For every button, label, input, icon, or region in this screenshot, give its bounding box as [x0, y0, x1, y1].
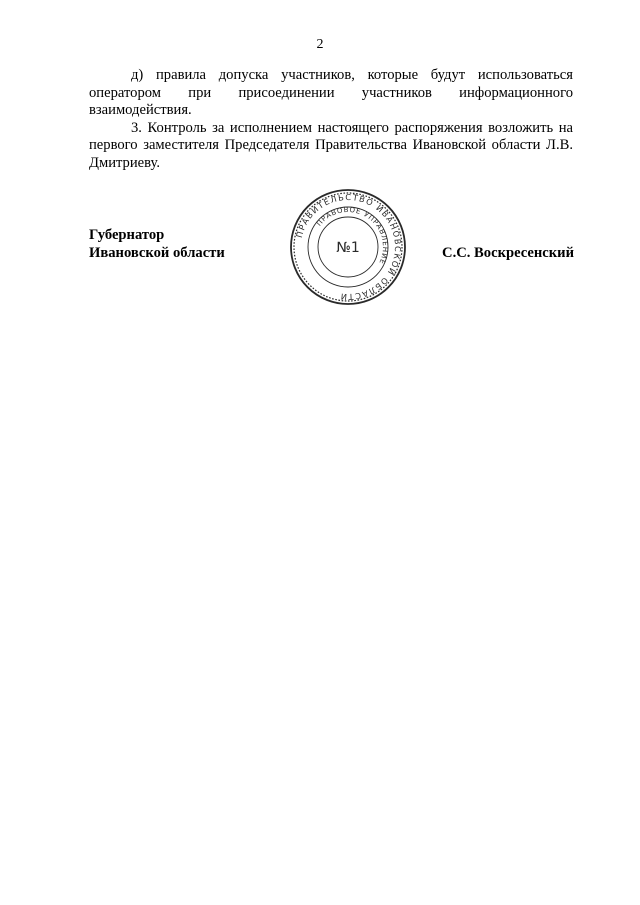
seal-center-number: №1 [336, 240, 360, 256]
seal-inner-text: ПРАВОВОЕ УПРАВЛЕНИЕ [315, 205, 390, 266]
signatory-name: С.С. Воскресенский [442, 245, 574, 261]
paragraph-item-d: д) правила допуска участников, которые будут использоваться оператором при присоединении участников информационного взаимодействия. [89, 67, 573, 119]
signatory-position-line1: Губернатор [89, 227, 165, 243]
signatory-position-line2: Ивановской области [89, 245, 225, 261]
official-seal-stamp [289, 188, 407, 306]
signatory-position [89, 226, 225, 262]
body-text [89, 67, 573, 173]
page-number: 2 [316, 37, 324, 52]
seal-ring-text: ПРАВИТЕЛЬСТВО ИВАНОВСКОЙ ОБЛАСТИ [293, 191, 404, 303]
paragraph-item-3: 3. Контроль за исполнением настоящего распоряжения возложить на первого заместителя Председателя Правительства Ивановской области Л.В. Дмитриеву. [89, 119, 573, 171]
